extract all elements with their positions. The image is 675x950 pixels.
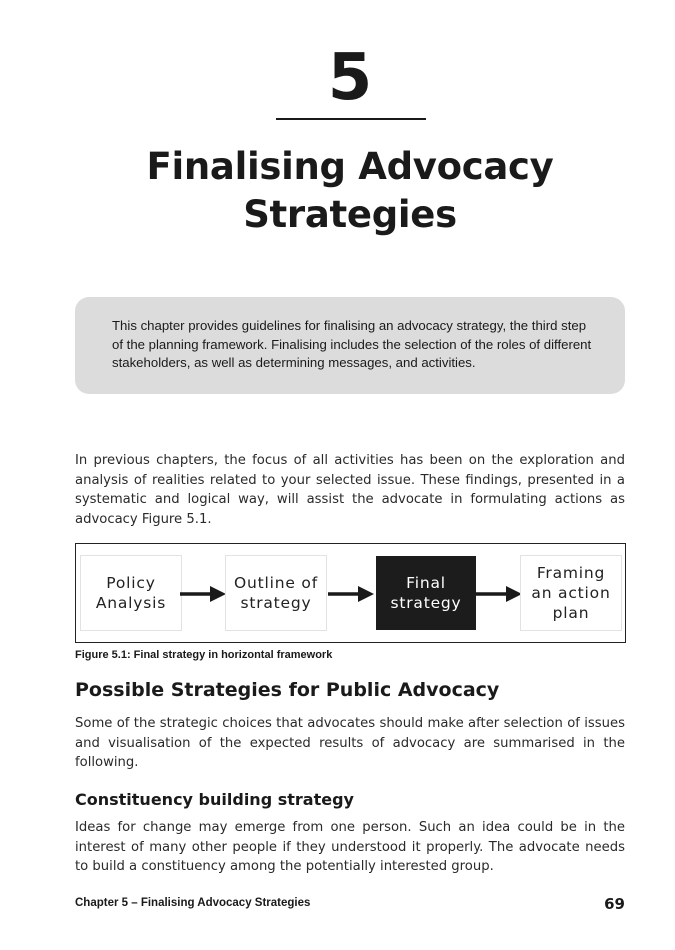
flow-box-framing-action-plan bbox=[521, 556, 621, 630]
flow-box-line: Framing bbox=[536, 564, 606, 582]
flow-box-line: plan bbox=[552, 604, 590, 622]
chapter-number: 5 bbox=[327, 41, 373, 115]
flow-box-line: strategy bbox=[240, 594, 312, 612]
flow-box-line: an action bbox=[531, 584, 611, 602]
flow-box-line: Analysis bbox=[95, 594, 167, 612]
intro-paragraph: In previous chapters, the focus of all activities has been on the exploration and analysis of realities related to your selected issue. These findings, presented in a systematic and logical way, will assist the advocate in formulating actions as advocacy Figure 5.1. bbox=[75, 453, 625, 527]
chapter-title-line-1: Finalising Advocacy bbox=[146, 145, 554, 188]
flow-box-line: Outline of bbox=[234, 574, 318, 592]
subsection-paragraph: Ideas for change may emerge from one person. Such an idea could be in the interest of many other people if they understood it properly. The advocate needs to build a constituency among the potentially interested group. bbox=[75, 820, 625, 874]
running-footer-title: Chapter 5 – Finalising Advocacy Strategies bbox=[75, 897, 311, 909]
subsection-heading: Constituency building strategy bbox=[75, 790, 354, 809]
flow-box-outline-of-strategy bbox=[226, 556, 326, 630]
section-paragraph: Some of the strategic choices that advocates should make after selection of issues and visualisation of the expected results of advocacy are summarised in the following. bbox=[75, 716, 625, 770]
flow-arrow-icon bbox=[476, 584, 522, 604]
flow-box-policy-analysis bbox=[81, 556, 181, 630]
chapter-summary-text: This chapter provides guidelines for finalising an advocacy strategy, the third step of the planning framework. Finalising includes the selection of the roles of different stakeholders, as well as determining messages, and activities. bbox=[112, 318, 592, 370]
flow-box-line: strategy bbox=[390, 594, 462, 612]
chapter-summary-box bbox=[75, 297, 625, 394]
chapter-divider bbox=[276, 118, 426, 120]
chapter-title-line-2: Strategies bbox=[243, 193, 457, 236]
flow-arrow-icon bbox=[328, 584, 374, 604]
flow-box-final-strategy bbox=[376, 556, 476, 630]
flow-box-line: Final bbox=[406, 574, 446, 592]
figure-caption: Figure 5.1: Final strategy in horizontal framework bbox=[75, 649, 333, 661]
flow-box-line: Policy bbox=[106, 574, 156, 592]
strategy-flow-figure bbox=[75, 543, 626, 643]
chapter-title bbox=[100, 143, 600, 239]
flow-arrow-icon bbox=[180, 584, 226, 604]
page-number: 69 bbox=[604, 895, 625, 913]
section-heading: Possible Strategies for Public Advocacy bbox=[75, 679, 500, 701]
